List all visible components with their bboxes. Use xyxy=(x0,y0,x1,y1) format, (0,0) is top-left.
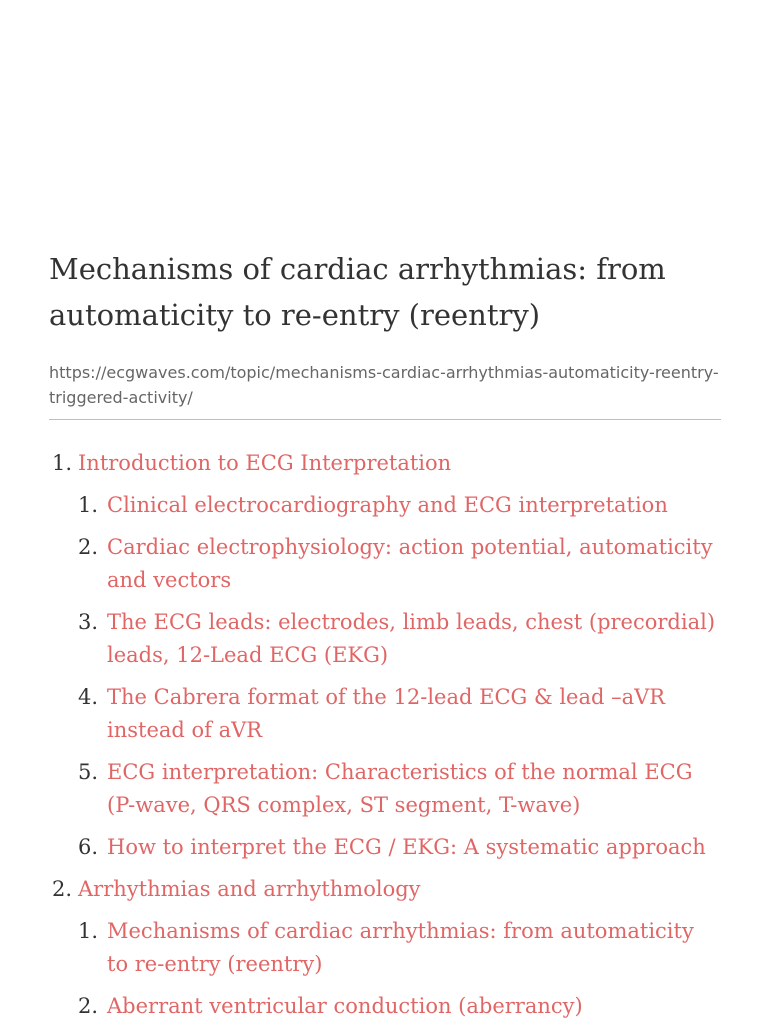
toc-link[interactable]: Mechanisms of cardiac arrhythmias: from automaticity to re-entry (reentry) xyxy=(107,919,694,976)
toc-number: 1. xyxy=(52,451,73,475)
toc-link-arrhythmias[interactable]: Arrhythmias and arrhythmology xyxy=(78,877,421,901)
page-title: Mechanisms of cardiac arrhythmias: from automaticity to re-entry (reentry) xyxy=(49,252,666,332)
toc-item xyxy=(78,606,721,672)
toc-number: 1. xyxy=(78,919,99,943)
toc-number: 5. xyxy=(78,760,99,784)
toc-number: 2. xyxy=(52,877,73,901)
divider xyxy=(49,419,721,420)
toc-item xyxy=(78,756,721,822)
toc-number: 6. xyxy=(78,835,99,859)
toc-item xyxy=(78,831,721,864)
article-page xyxy=(49,246,721,1032)
toc-list xyxy=(49,447,721,1023)
toc-item xyxy=(78,681,721,747)
toc-number: 2. xyxy=(78,535,99,559)
toc-link-introduction[interactable]: Introduction to ECG Interpretation xyxy=(78,451,452,475)
toc-number: 2. xyxy=(78,994,99,1018)
toc-link[interactable]: ECG interpretation: Characteristics of the normal ECG (P-wave, QRS complex, ST segment, T-wave) xyxy=(107,760,693,817)
toc-link[interactable]: Cardiac electrophysiology: action potential, automaticity and vectors xyxy=(107,535,713,592)
source-url: https://ecgwaves.com/topic/mechanisms-cardiac-arrhythmias-automaticity-reentry-triggered-activity/ xyxy=(49,363,719,407)
toc-item xyxy=(78,531,721,597)
toc-link[interactable]: The ECG leads: electrodes, limb leads, chest (precordial) leads, 12-Lead ECG (EKG) xyxy=(107,610,716,667)
toc-item xyxy=(78,915,721,981)
toc-link[interactable]: The Cabrera format of the 12-lead ECG & lead –aVR instead of aVR xyxy=(107,685,666,742)
toc-sublist xyxy=(78,915,721,1023)
toc-item xyxy=(78,489,721,522)
toc-item xyxy=(78,990,721,1023)
toc-number: 1. xyxy=(78,493,99,517)
toc-section-2 xyxy=(49,873,721,1023)
toc-number: 3. xyxy=(78,610,99,634)
toc-sublist xyxy=(78,489,721,864)
toc-section-1 xyxy=(49,447,721,864)
toc-link[interactable]: Aberrant ventricular conduction (aberrancy) xyxy=(107,994,583,1018)
table-of-contents xyxy=(49,447,721,1023)
toc-number: 4. xyxy=(78,685,99,709)
toc-link[interactable]: Clinical electrocardiography and ECG interpretation xyxy=(107,493,668,517)
toc-link[interactable]: How to interpret the ECG / EKG: A systematic approach xyxy=(107,835,706,859)
